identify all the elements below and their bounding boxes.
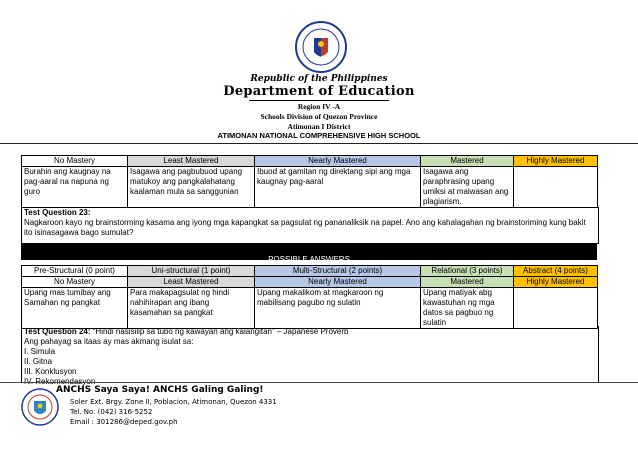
republic-heading: Republic of the Philippines [250,74,388,84]
header-nearly-mastered: Nearly Mastered [255,156,421,167]
school-name: ATIMONAN NATIONAL COMPREHENSIVE HIGH SCHOOL [217,131,421,140]
heading-underline [249,100,389,101]
cell-least-mastered: Para makapagsulat ng hindi nahihirapan ang ibang kasamahan sa pangkat [128,288,255,329]
header-least-mastered: Least Mastered [128,277,255,288]
header-highly-mastered: Highly Mastered [514,277,598,288]
header-mastered: Mastered [421,156,514,167]
cell-highly-mastered [514,288,598,329]
header-no-mastery: No Mastery [22,277,128,288]
cell-nearly-mastered: Upang makalikom at magkaroon ng mabilisang pagubo ng sulatin [255,288,421,329]
header-divider [0,143,638,144]
footer-email: Email : 301286@deped.gov.ph [70,418,178,426]
level-relational: Relational (3 points) [421,266,514,277]
deped-seal-icon [294,20,348,74]
district-text: Atimonan I District [287,122,351,131]
level-uni-structural: Uni-structural (1 point) [128,266,255,277]
header-no-mastery: No Mastery [22,156,128,167]
question-24-box [21,326,599,382]
school-logo-icon [20,387,60,427]
footer-motto: ANCHS Saya Saya! ANCHS Galing Galing! [56,385,264,395]
option-3: III. Konklusyon [24,367,77,376]
header-least-mastered: Least Mastered [128,156,255,167]
cell-mastered: Isagawa ang paraphrasing upang umiksi at maiwasan ang plagiarism. [421,167,514,208]
cell-no-mastery: Burahin ang kaugnay na pag-aaral na napuna ng guro [22,167,128,208]
question-23-text: Nagkaroon kayo ng brainstorming kasama ang iyong mga kapangkat sa pagsulat ng pananaliksik na papel. Ano ang kahalagahan ng brainstoriming kung bakit ito isinasagawa bago sumulat? [24,218,586,237]
mastery-table-2 [21,265,598,329]
question-24-instruction: Ang pahayag sa itaas ay mas akmang isulat sa: [24,337,194,346]
header-highly-mastered: Highly Mastered [514,156,598,167]
option-2: II. Gitna [24,357,53,366]
footer-divider [0,382,638,383]
question-23-box [21,207,599,244]
region-text: Region IV -A [297,102,341,111]
level-pre-structural: Pre-Structural (0 point) [22,266,128,277]
department-heading: Department of Education [223,84,415,99]
cell-nearly-mastered: Ibuod at gamitan ng direktang sipi ang mga kaugnay pag-aaral [255,167,421,208]
cell-no-mastery: Upang mas tumibay ang Samahan ng pangkat [22,288,128,329]
cell-least-mastered: Isagawa ang pagbubuod upang matukoy ang pangkalahatang kaalaman mula sa sanggunian [128,167,255,208]
cell-highly-mastered [514,167,598,208]
mastery-table-1 [21,155,598,208]
footer-telephone: Tel. No. (042) 316-5252 [70,408,153,416]
footer-address: Soler Ext. Brgy. Zone II, Poblacion, Atimonan, Quezon 4331 [70,398,277,406]
cell-mastered: Upang matiyak abg kawastuhan ng mga datos sa pagbuo ng sulatin [421,288,514,329]
level-abstract: Abstract (4 points) [514,266,598,277]
possible-answers-heading: POSSIBLE ANSWERS [268,255,350,264]
division-text: Schools Division of Quezon Province [260,112,378,121]
option-1: I. Simula [24,347,56,356]
question-23-label: Test Question 23: [24,208,91,217]
level-multi-structural: Multi-Structural (2 points) [255,266,421,277]
question-24-quote: “Hindi nasisilip sa tubo ng kawayan ang kalangitan” – Japanese Proverb [92,327,349,336]
header-nearly-mastered: Nearly Mastered [255,277,421,288]
question-24-label: Test Question 24: [24,327,91,336]
header-mastered: Mastered [421,277,514,288]
